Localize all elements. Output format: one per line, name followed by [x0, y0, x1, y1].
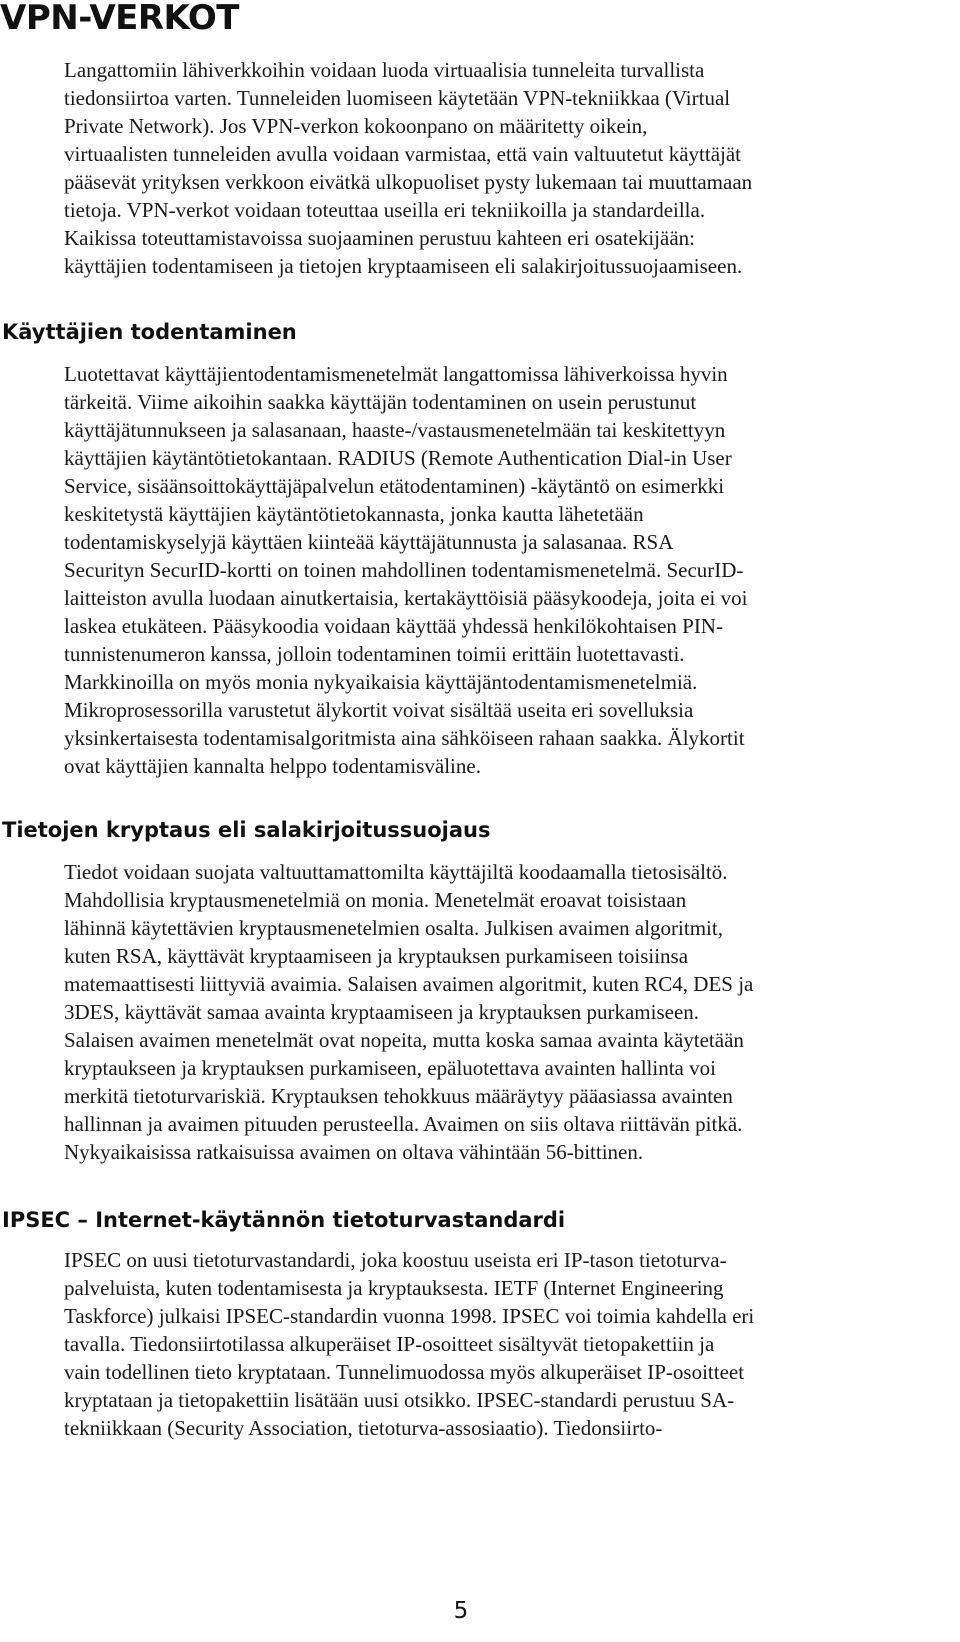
text-line: kryptataan ja tietopakettiin lisätään uusi otsikko. IPSEC-standardi perustuu SA- — [64, 1388, 735, 1412]
section-heading-tietojen-kryptaus: Tietojen kryptaus eli salakirjoitussuojaus — [2, 818, 491, 842]
intro-paragraph — [64, 56, 922, 280]
paragraph-kayttajien-todentaminen — [64, 360, 922, 780]
page-number: 5 — [453, 1598, 469, 1624]
text-line: käyttäjien käytäntötietokantaan. RADIUS (Remote Authentication Dial-in User — [64, 446, 732, 470]
text-line: matemaattisesti liittyviä avaimia. Salaisen avaimen algoritmit, kuten RC4, DES ja — [64, 972, 754, 996]
text-line: Taskforce) julkaisi IPSEC-standardin vuonna 1998. IPSEC voi toimia kahdella eri — [64, 1304, 755, 1328]
text-line: yksinkertaisesta todentamisalgoritmista aina sähköiseen rahaan saakka. Älykortit — [64, 726, 745, 750]
paragraph-ipsec — [64, 1246, 922, 1442]
text-line: 3DES, käyttävät samaa avainta kryptaamiseen ja kryptauksen purkamiseen. — [64, 1000, 700, 1024]
paragraph-tietojen-kryptaus — [64, 858, 922, 1166]
text-line: virtuaalisten tunneleiden avulla voidaan varmistaa, että vain valtuutetut käyttäjät — [64, 142, 742, 166]
text-line: Markkinoilla on myös monia nykyaikaisia käyttäjäntodentamismenetelmiä. — [64, 670, 698, 694]
text-line: Mikroprosessorilla varustetut älykortit voivat sisältää useita eri sovelluksia — [64, 698, 694, 722]
text-line: tiedonsiirtoa varten. Tunneleiden luomiseen käytetään VPN-tekniikkaa (Virtual — [64, 86, 731, 110]
text-line: Securityn SecurID-kortti on toinen mahdollinen todentamismenetelmä. SecurID- — [64, 558, 744, 582]
text-line: tavalla. Tiedonsiirtotilassa alkuperäiset IP-osoitteet sisältyvät tietopakettiin ja — [64, 1332, 715, 1356]
text-line: palveluista, kuten todentamisesta ja kryptauksesta. IETF (Internet Engineering — [64, 1276, 724, 1300]
page-title: VPN-VERKOT — [0, 0, 239, 38]
text-line: todentamiskyselyjä käyttäen kiinteää käyttäjätunnusta ja salasanaa. RSA — [64, 530, 674, 554]
text-line: laitteiston avulla luodaan ainutkertaisia, kertakäyttöisiä pääsykoodeja, joita ei voi — [64, 586, 748, 610]
text-line: Kaikissa toteuttamistavoissa suojaaminen perustuu kahteen eri osatekijään: — [64, 226, 695, 250]
text-line: merkitä tietoturvariskiä. Kryptauksen tehokkuus määräytyy pääasiassa avainten — [64, 1084, 733, 1108]
text-line: keskitetystä käyttäjien käytäntötietokannasta, jonka kautta lähetetään — [64, 502, 644, 526]
text-line: Tiedot voidaan suojata valtuuttamattomilta käyttäjiltä koodaamalla tietosisältö. — [64, 860, 728, 884]
text-line: kryptaukseen ja kryptauksen purkamiseen, epäluotettava avainten hallinta voi — [64, 1056, 716, 1080]
text-line: kuten RSA, käyttävät kryptaamiseen ja kryptauksen purkamiseen toisiinsa — [64, 944, 689, 968]
text-line: Langattomiin lähiverkkoihin voidaan luoda virtuaalisia tunneleita turvallista — [64, 58, 705, 82]
text-line: tekniikkaan (Security Association, tietoturva-assosiaatio). Tiedonsiirto- — [64, 1416, 663, 1440]
text-line: ovat käyttäjien kannalta helppo todentamisväline. — [64, 754, 481, 778]
text-line: Luotettavat käyttäjientodentamismenetelmät langattomissa lähiverkoissa hyvin — [64, 362, 728, 386]
section-heading-ipsec: IPSEC – Internet-käytännön tietoturvastandardi — [2, 1208, 566, 1232]
text-line: tärkeitä. Viime aikoihin saakka käyttäjän todentaminen on usein perustunut — [64, 390, 697, 414]
text-line: Mahdollisia kryptausmenetelmiä on monia. Menetelmät eroavat toisistaan — [64, 888, 687, 912]
text-line: tunnistenumeron kanssa, jolloin todentaminen toimii erittäin luotettavasti. — [64, 642, 685, 666]
text-line: Private Network). Jos VPN-verkon kokoonpano on määritetty oikein, — [64, 114, 648, 138]
text-line: käyttäjätunnukseen ja salasanaan, haaste-/vastausmenetelmään tai keskitettyyn — [64, 418, 726, 442]
text-line: pääsevät yrityksen verkkoon eivätkä ulkopuoliset pysty lukemaan tai muuttamaan — [64, 170, 753, 194]
text-line: vain todellinen tieto kryptataan. Tunnelimuodossa myös alkuperäiset IP-osoitteet — [64, 1360, 745, 1384]
section-heading-kayttajien-todentaminen: Käyttäjien todentaminen — [2, 320, 297, 344]
text-line: Nykyaikaisissa ratkaisuissa avaimen on oltava vähintään 56-bittinen. — [64, 1140, 644, 1164]
text-line: tietoja. VPN-verkot voidaan toteuttaa useilla eri tekniikoilla ja standardeilla. — [64, 198, 706, 222]
text-line: Service, sisäänsoittokäyttäjäpalvelun etätodentaminen) -käytäntö on esimerkki — [64, 474, 725, 498]
text-line: käyttäjien todentamiseen ja tietojen kryptaamiseen eli salakirjoitussuojaamiseen. — [64, 254, 743, 278]
text-line: IPSEC on uusi tietoturvastandardi, joka koostuu useista eri IP-tason tietoturva- — [64, 1248, 727, 1272]
text-line: Salaisen avaimen menetelmät ovat nopeita, mutta koska samaa avainta käytetään — [64, 1028, 744, 1052]
text-line: lähinnä käytettävien kryptausmenetelmien osalta. Julkisen avaimen algoritmit, — [64, 916, 723, 940]
text-line: laskea etukäteen. Pääsykoodia voidaan käyttää yhdessä henkilökohtaisen PIN- — [64, 614, 723, 638]
text-line: hallinnan ja avaimen pituuden perusteella. Avaimen on siis oltava riittävän pitkä. — [64, 1112, 743, 1136]
